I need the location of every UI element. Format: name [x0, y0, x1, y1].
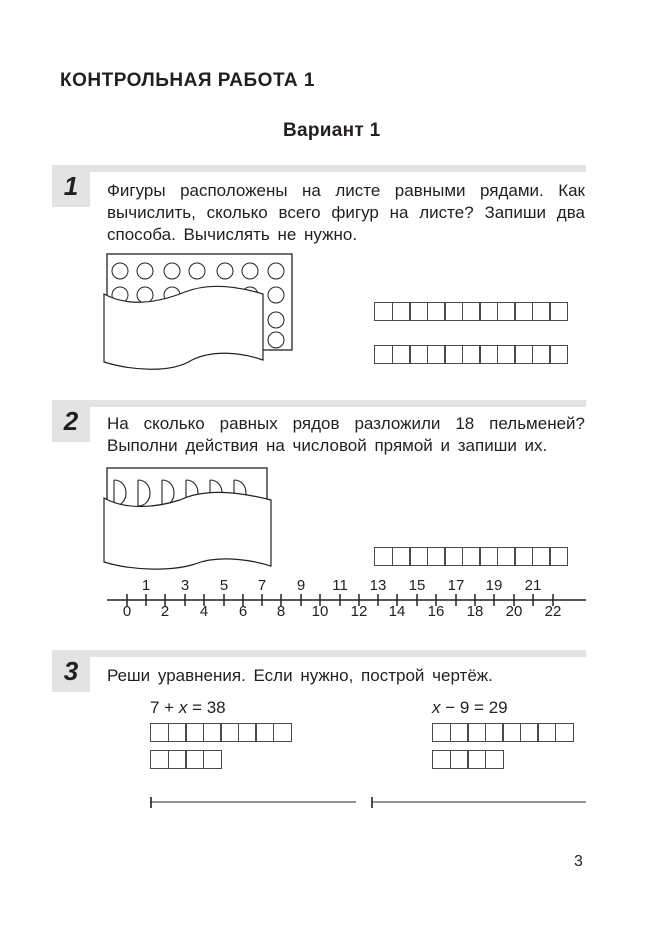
- nl-label-16: 16: [427, 603, 445, 620]
- nl-label-9: 9: [296, 577, 306, 594]
- nl-label-14: 14: [388, 603, 406, 620]
- nl-label-1: 1: [141, 577, 151, 594]
- nl-label-5: 5: [219, 577, 229, 594]
- equation-1: 7 + x = 38: [150, 698, 226, 717]
- nl-label-6: 6: [238, 603, 248, 620]
- nl-label-13: 13: [369, 577, 387, 594]
- nl-label-0: 0: [122, 603, 132, 620]
- nl-label-17: 17: [447, 577, 465, 594]
- nl-label-21: 21: [524, 577, 542, 594]
- nl-label-10: 10: [311, 603, 329, 620]
- nl-label-12: 12: [350, 603, 368, 620]
- task-2-number: 2: [52, 400, 90, 442]
- page-number: 3: [574, 853, 583, 870]
- page-title: КОНТРОЛЬНАЯ РАБОТА 1: [60, 70, 315, 91]
- task-1-text: Фигуры расположены на листе равными рядами. Как вычислить, сколько всего фигур на листе? Запиши два способа. Вычислять не нужно.: [107, 181, 585, 244]
- task-3-number: 3: [52, 650, 90, 692]
- nl-label-19: 19: [485, 577, 503, 594]
- nl-label-2: 2: [160, 603, 170, 620]
- task-3-text: Реши уравнения. Если нужно, построй чертёж.: [107, 666, 493, 685]
- nl-label-22: 22: [544, 603, 562, 620]
- task-2-text: На сколько равных рядов разложили 18 пельменей? Выполни действия на числовой прямой и запиши их.: [107, 414, 585, 455]
- nl-label-8: 8: [276, 603, 286, 620]
- nl-label-7: 7: [257, 577, 267, 594]
- nl-label-18: 18: [466, 603, 484, 620]
- nl-label-11: 11: [332, 577, 348, 594]
- variant-heading: Вариант 1: [283, 120, 381, 141]
- nl-label-3: 3: [180, 577, 190, 594]
- equation-2: x − 9 = 29: [432, 698, 508, 717]
- nl-label-20: 20: [505, 603, 523, 620]
- nl-label-15: 15: [408, 577, 426, 594]
- nl-label-4: 4: [199, 603, 209, 620]
- task-1-number: 1: [52, 165, 90, 207]
